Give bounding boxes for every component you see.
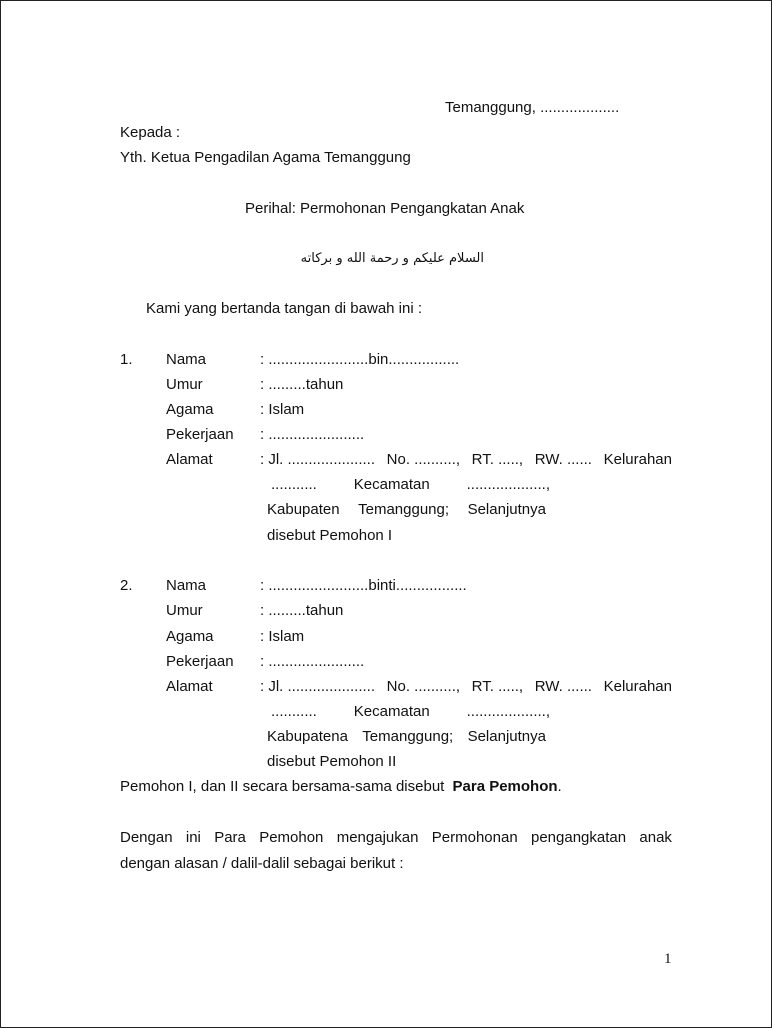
applicant-1-pekerjaan-label: Pekerjaan — [166, 426, 234, 443]
address-segment: RT. ....., — [471, 678, 524, 695]
address-segment: : Jl. ..................... — [260, 678, 376, 695]
intro-paragraph: Kami yang bertanda tangan di bawah ini : — [146, 300, 423, 317]
arabic-greeting: السلام عليكم و رحمة الله و بركاته — [300, 251, 484, 266]
summary-suffix: . — [557, 778, 562, 795]
address-segment: Temanggung; — [362, 728, 454, 745]
applicant-1-pekerjaan-value: : ....................... — [260, 426, 365, 443]
address-segment: Kabupaten — [267, 501, 340, 518]
applicant-1-nama-label: Nama — [166, 351, 207, 368]
applicant-1-agama-label: Agama — [166, 401, 214, 418]
applicant-2-agama-value: : Islam — [260, 628, 305, 645]
address-segment: Kecamatan — [353, 703, 430, 720]
address-segment: ........... — [271, 703, 317, 720]
addressee-prefix: Yth. — [120, 149, 147, 166]
applicant-2-alamat-line-3 — [267, 728, 546, 746]
address-segment: RW. ...... — [534, 678, 592, 695]
address-segment: Selanjutnya — [467, 728, 546, 745]
address-segment: ........... — [271, 476, 317, 493]
applicant-1-alamat-label: Alamat — [166, 451, 213, 468]
closing-line-2: dengan alasan / dalil-dalil sebagai berikut : — [120, 855, 404, 872]
applicant-1-alamat-line-1 — [260, 451, 672, 469]
applicant-2-umur-value: : .........tahun — [260, 602, 344, 619]
applicant-2-nama-value: : ........................binti................. — [260, 577, 467, 594]
applicant-2-alamat-line-1 — [260, 678, 672, 696]
address-segment: No. .........., — [386, 451, 461, 468]
address-segment: Kelurahan — [603, 451, 672, 468]
addressee — [120, 149, 411, 167]
applicant-1-number: 1. — [120, 351, 133, 368]
address-segment: Kabupatena — [267, 728, 348, 745]
address-segment: RW. ...... — [534, 451, 592, 468]
address-segment: No. .........., — [386, 678, 461, 695]
summary-line — [120, 778, 562, 796]
applicant-2-alamat-line-4: disebut Pemohon II — [267, 753, 397, 770]
applicant-2-pekerjaan-value: : ....................... — [260, 653, 365, 670]
page-number: 1 — [664, 951, 672, 967]
closing-word: Dengan — [120, 829, 173, 846]
closing-word: ini — [185, 829, 201, 846]
applicant-2-agama-label: Agama — [166, 628, 214, 645]
closing-word: pengangkatan — [530, 829, 627, 846]
applicant-2-alamat-line-2 — [271, 703, 550, 721]
applicant-1-alamat-line-2 — [271, 476, 550, 494]
address-segment: Kecamatan — [353, 476, 430, 493]
addressee-city: Temanggung — [324, 149, 411, 166]
place-date: Temanggung, ................... — [445, 99, 620, 116]
closing-line-1 — [120, 829, 672, 847]
summary-prefix: Pemohon I, dan II secara bersama-sama disebut — [120, 778, 445, 795]
address-segment: Temanggung; — [358, 501, 450, 518]
subject-line: Perihal: Permohonan Pengangkatan Anak — [245, 200, 525, 217]
applicant-2-pekerjaan-label: Pekerjaan — [166, 653, 234, 670]
address-segment: ..................., — [466, 476, 550, 493]
address-segment: Selanjutnya — [467, 501, 546, 518]
address-segment: Kelurahan — [603, 678, 672, 695]
applicant-2-number: 2. — [120, 577, 133, 594]
applicant-2-umur-label: Umur — [166, 602, 203, 619]
applicant-1-alamat-line-4: disebut Pemohon I — [267, 527, 393, 544]
address-segment: RT. ....., — [471, 451, 524, 468]
applicant-1-agama-value: : Islam — [260, 401, 305, 418]
summary-bold: Para Pemohon — [452, 778, 558, 795]
applicant-1-alamat-line-3 — [267, 501, 546, 519]
applicant-2-alamat-label: Alamat — [166, 678, 213, 695]
closing-word: anak — [639, 829, 672, 846]
applicant-2-nama-label: Nama — [166, 577, 207, 594]
closing-word: Para — [214, 829, 246, 846]
closing-word: mengajukan — [336, 829, 419, 846]
addressee-court: Ketua Pengadilan Agama — [150, 149, 321, 166]
applicant-1-nama-value: : ........................bin................. — [260, 351, 460, 368]
applicant-1-umur-value: : .........tahun — [260, 376, 344, 393]
closing-word: Pemohon — [259, 829, 324, 846]
address-segment: : Jl. ..................... — [260, 451, 376, 468]
to-label: Kepada : — [120, 124, 181, 141]
applicant-1-umur-label: Umur — [166, 376, 203, 393]
closing-word: Permohonan — [431, 829, 518, 846]
address-segment: ..................., — [466, 703, 550, 720]
